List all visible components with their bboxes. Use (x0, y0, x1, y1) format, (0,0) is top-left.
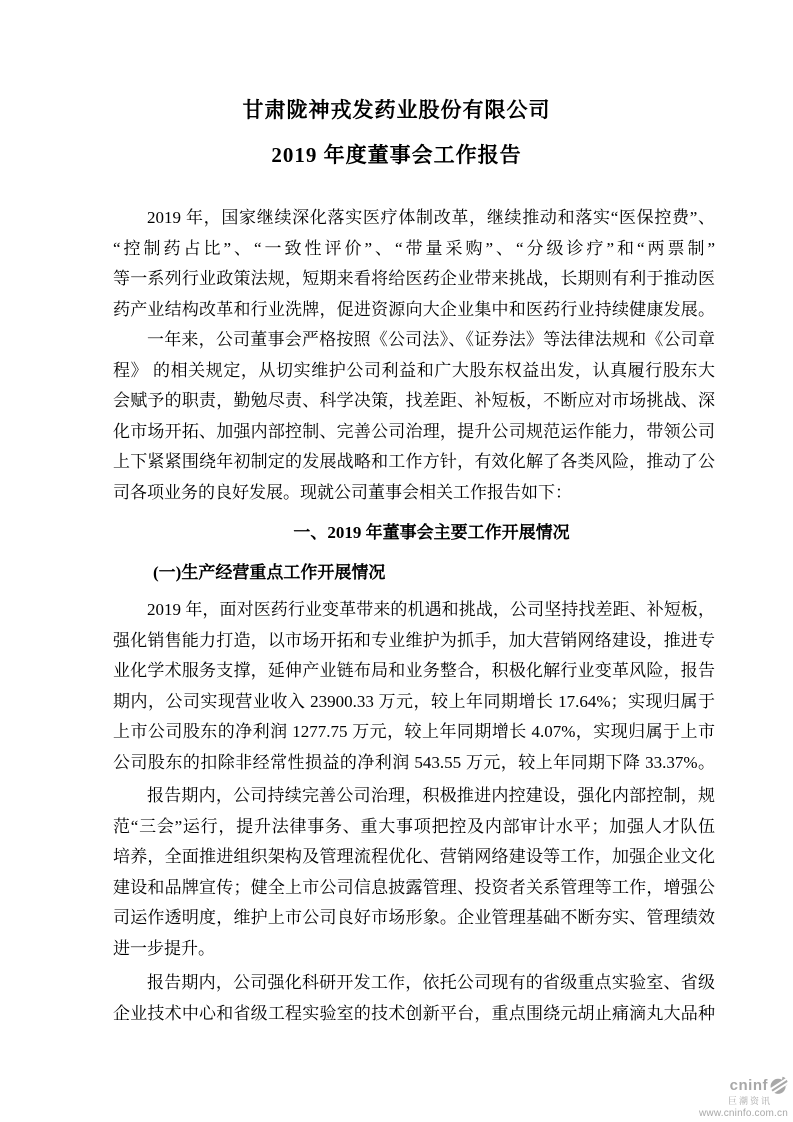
document-line: 报告期内，公司持续完善公司治理，积极推进内控建设，强化内部控制，规 (147, 786, 715, 805)
paragraph-governance (113, 781, 715, 964)
document-line: 建设和品牌宣传；健全上市公司信息披露管理、投资者关系管理等工作，增强公 (113, 877, 715, 897)
document-line: 等一系列行业政策法规，短期来看将给医药企业带来挑战，长期则有利于推动医 (113, 269, 715, 288)
document-line: 司运作透明度，维护上市公司良好市场形象。企业管理基础不断夯实、管理绩效 (113, 908, 715, 927)
document-line: 司各项业务的良好发展。现就公司董事会相关工作报告如下： (113, 482, 572, 502)
document-line: 报告期内，公司强化科研开发工作，依托公司现有的省级重点实验室、省级 (147, 973, 715, 992)
paragraph-operating-results (113, 595, 715, 778)
document-line: 公司股东的扣除非经常性损益的净利润 543.55 万元，较上年同期下降 33.37%。 (113, 752, 715, 772)
document-line: 化市场开拓、加强内部控制、完善公司治理，提升公司规范运作能力，带领公司 (113, 421, 715, 441)
paragraph-research-development (113, 968, 715, 1029)
document-title: 甘肃陇神戎发药业股份有限公司 (242, 98, 551, 122)
document-line: 程》 的相关规定，从切实维护公司利益和广大股东权益出发，认真履行股东大 (113, 360, 715, 380)
document-body (113, 203, 715, 1029)
paragraph-board-overview (113, 325, 715, 508)
document-line: 药产业结构改革和行业洗牌，促进资源向大企业集中和医药行业持续健康发展。 (113, 299, 715, 319)
subsection-heading-operations: (一)生产经营重点工作开展情况 (153, 562, 386, 582)
document-line: 企业技术中心和省级工程实验室的技术创新平台，重点围绕元胡止痛滴丸大品种 (113, 1003, 715, 1023)
document-line: 范“三会”运行，提升法律事务、重大事项把控及内部审计水平；加强人才队伍 (113, 816, 715, 836)
cninfo-brand-row (730, 1076, 788, 1095)
cninfo-brand-text: cninf (729, 1077, 768, 1094)
document-subtitle: 2019 年度董事会工作报告 (271, 143, 522, 167)
document-line: 上市公司股东的净利润 1277.75 万元，较上年同期增长 4.07%，实现归属于上市 (113, 722, 715, 741)
cninfo-website-text: www.cninfo.com.cn (699, 1108, 788, 1119)
document-line: 培养，全面推进组织架构及管理流程优化、营销网络建设等工作，加强企业文化 (113, 847, 715, 866)
document-line: 上下紧紧围绕年初制定的发展战略和工作方针，有效化解了各类风险，推动了公 (113, 452, 715, 471)
document-line: 一年来，公司董事会严格按照《公司法》、《证券法》等法律法规和《公司章 (147, 330, 715, 349)
document-line: 强化销售能力打造，以市场开拓和专业维护为抓手，加大营销网络建设，推进专 (113, 630, 715, 650)
document-line: 会赋予的职责，勤勉尽责、科学决策，找差距、补短板，不断应对市场挑战、深 (113, 391, 715, 410)
title-block (0, 0, 793, 172)
document-line: “控制药占比”、“一致性评价”、“带量采购”、“分级诊疗”和“两票制” (113, 238, 715, 258)
cninfo-swirl-icon (769, 1076, 788, 1095)
section-heading-main-work: 一、2019 年董事会主要工作开展情况 (293, 523, 570, 542)
document-line: 2019 年，面对医药行业变革带来的机遇和挑战，公司坚持找差距、补短板， (147, 600, 715, 619)
document-line: 期内，公司实现营业收入 23900.33 万元，较上年同期增长 17.64%；实现归属于 (113, 691, 715, 711)
cninfo-chinese-name: 巨潮资讯 (727, 1096, 772, 1106)
cninfo-watermark (699, 1076, 788, 1119)
paragraph-industry-policy (113, 203, 715, 325)
document-line: 业化学术服务支撑，延伸产业链布局和业务整合，积极化解行业变革风险，报告 (113, 661, 715, 680)
document-line: 2019 年，国家继续深化落实医疗体制改革，继续推动和落实“医保控费”、 (147, 208, 715, 227)
document-line: 进一步提升。 (113, 938, 215, 958)
